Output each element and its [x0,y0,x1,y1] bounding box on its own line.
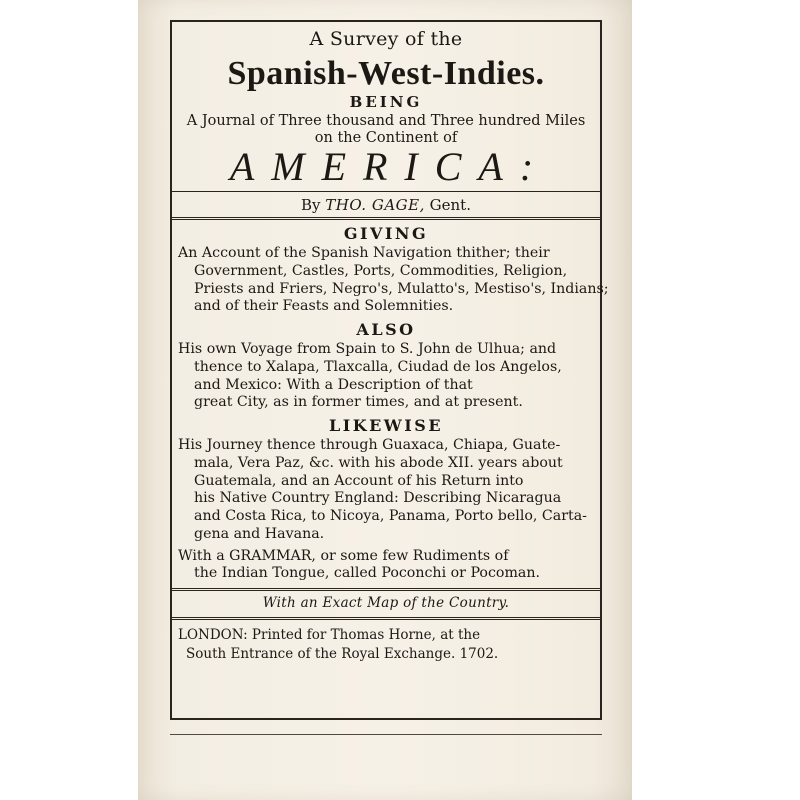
author-line [178,198,594,213]
main-title: Spanish-West-Indies. [227,55,545,92]
likewise-line: his Native Country England: Describing Nicaragua [194,490,562,507]
author-prefix: By [301,196,321,214]
author-suffix: Gent. [429,196,471,214]
likewise-line: His Journey thence through Guaxaca, Chiapa, Guate- [178,437,561,453]
title-line-1: A Survey of the [309,28,463,50]
imprint [178,626,594,665]
also-line: great City, as in former times, and at present. [194,394,523,411]
map-note: With an Exact Map of the Country. [262,595,510,611]
imprint-line: LONDON: Printed for Thomas Horne, at the [178,626,481,643]
also-line: thence to Xalapa, Tlaxcalla, Ciudad de los Angelos, [194,358,562,375]
rule-above-author [172,191,600,192]
also-heading: ALSO [356,320,416,339]
subtitle-line-2: on the Continent of [314,129,458,146]
giving-line: An Account of the Spanish Navigation thither; their [178,245,550,261]
likewise-line: Guatemala, and an Account of his Return into [194,472,524,489]
america-heading: AMERICA: [229,144,551,189]
giving-heading: GIVING [343,224,429,243]
imprint-line: South Entrance of the Royal Exchange. 1702. [186,646,499,663]
subtitle-line-1: A Journal of Three thousand and Three hundred Miles [186,113,586,129]
page-bottom-rule [170,734,602,735]
likewise-paragraph [178,437,594,544]
likewise-heading: LIKEWISE [328,416,444,435]
giving-line: and of their Feasts and Solemnities. [194,298,454,315]
likewise-line: gena and Havana. [194,525,325,542]
giving-paragraph [178,245,609,316]
likewise-line: mala, Vera Paz, &c. with his abode XII. years about [194,454,563,471]
also-line: and Mexico: With a Description of that [194,376,473,393]
grammar-line: With a GRAMMAR, or some few Rudiments of [178,547,509,564]
author-name: THO. GAGE, [325,196,425,214]
rule-below-map-note [172,617,600,620]
grammar-paragraph [178,548,594,584]
giving-line: Priests and Friers, Negro's, Mulatto's, Mestiso's, Indians; [194,280,609,297]
grammar-line: the Indian Tongue, called Poconchi or Pocoman. [194,565,541,582]
being-heading: BEING [349,93,423,111]
likewise-line: and Costa Rica, to Nicoya, Panama, Porto bello, Carta- [194,508,587,524]
rule-above-map-note [172,588,600,591]
giving-line: Government, Castles, Ports, Commodities, Religion, [194,262,568,279]
rule-below-author [172,217,600,220]
also-paragraph [178,341,594,412]
title-page [178,24,609,665]
also-line: His own Voyage from Spain to S. John de Ulhua; and [178,341,557,357]
